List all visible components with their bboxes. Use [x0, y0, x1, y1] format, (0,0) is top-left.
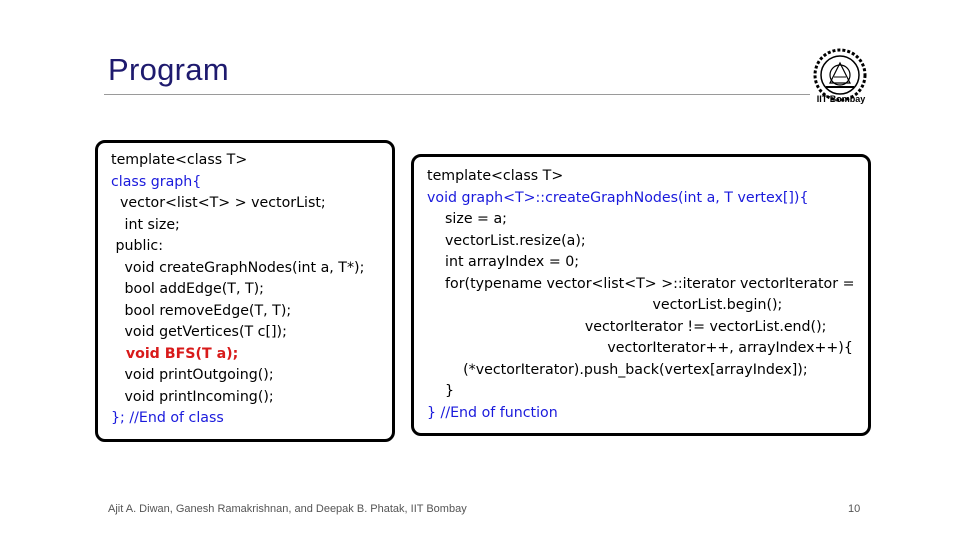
title-rule	[104, 94, 810, 95]
code-line: void printOutgoing();	[111, 367, 274, 383]
code-line: class graph{	[111, 173, 202, 190]
code-line: }	[427, 383, 455, 399]
page-number: 10	[848, 503, 861, 515]
code-line: }; //End of class	[111, 410, 224, 426]
code-line: void printIncoming();	[111, 388, 274, 405]
class-declaration-code	[111, 150, 364, 430]
code-line: int arrayIndex = 0;	[427, 254, 580, 270]
slide-footer: Ajit A. Diwan, Ganesh Ramakrishnan, and Deepak B. Phatak, IIT Bombay	[108, 503, 467, 515]
code-line: template<class T>	[427, 168, 564, 184]
code-line: int size;	[111, 216, 180, 233]
code-line: vectorList.begin();	[427, 297, 783, 313]
code-line: for(typename vector<list<T> >::iterator vectorIterator =	[427, 275, 855, 292]
code-line: void createGraphNodes(int a, T*);	[111, 259, 365, 276]
code-line: void graph<T>::createGraphNodes(int a, T vertex[]){	[427, 189, 809, 206]
function-definition-code	[427, 166, 854, 424]
code-line: (*vectorIterator).push_back(vertex[arrayIndex]);	[427, 361, 808, 378]
code-line: public:	[111, 238, 163, 254]
code-line: vectorIterator != vectorList.end();	[427, 318, 827, 335]
code-line: size = a;	[427, 211, 507, 227]
code-line: bool addEdge(T, T);	[111, 281, 264, 297]
slide-title: Program	[108, 52, 229, 87]
code-line: vectorIterator++, arrayIndex++){	[427, 340, 853, 356]
code-line: template<class T>	[111, 152, 248, 168]
code-line: bool removeEdge(T, T);	[111, 302, 292, 319]
code-line-highlighted: void BFS(T a);	[111, 345, 239, 362]
code-line: vectorList.resize(a);	[427, 232, 586, 249]
logo-caption: IIT Bombay	[816, 94, 866, 104]
code-line: vector<list<T> > vectorList;	[111, 195, 326, 211]
code-line: void getVertices(T c[]);	[111, 324, 287, 340]
code-line: } //End of function	[427, 404, 558, 421]
